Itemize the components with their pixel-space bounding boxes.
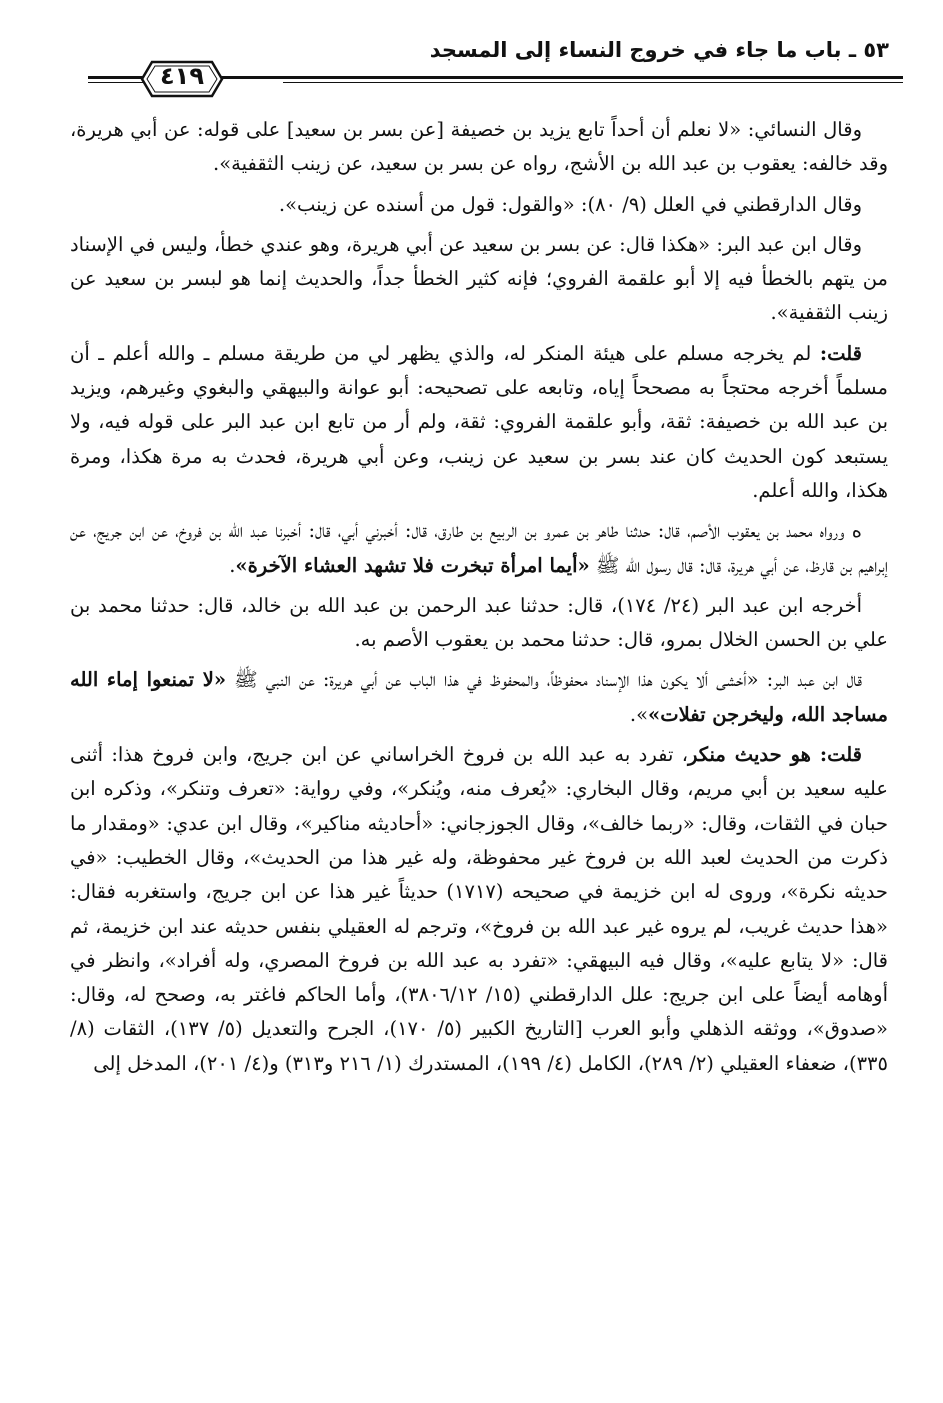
paragraph [70, 589, 888, 658]
paragraph [70, 113, 888, 182]
text-span: ، تفرد به عبد الله بن فروخ الخراساني عن ابن جريج، وابن فروخ هذا: أثنى عليه سعيد بن أبي مريم، وقال البخاري: «يُعرف منه، ويُنكر»، وفي رواية: «تعرف وتنكر»، وذكره ابن حبان في الثقات، وقال: «ربما خالف»، وقال الجوزجاني: «أحاديثه مناكير»، وقال ابن عدي: «ومقدار ما ذكرت من الحديث لعبد الله بن فروخ غير محفوظة، وله غير هذا من الحديث»، وقال الخطيب: «في حديثه نكرة»، وروى له ابن خزيمة في صحيحه (١٧١٧) حديثاً غير هذا عن ابن جريج، واستغربه فقال: «هذا حديث غريب، لم يروه غير عبد الله بن فروخ»، وترجم له العقيلي بنفس حديثه عند ابن خزيمة، ثم قال: «لا يتابع عليه»، وقال فيه البيهقي: «تفرد به عبد الله بن فروخ المصري، وله أفراد»، وانظر في أوهامه أيضاً على ابن جريج: علل الدارقطني (١٥/ ٣٨٠٦/١٢)، وأما الحاكم فاغتر به، وصحح له، وقال: «صدوق»، ووثقه الذهلي وأبو العرب [التاريخ الكبير (٥/ ١٧٠)، الجرح والتعديل (٥/ ١٣٧)، الثقات (٨/ ٣٣٥)، ضعفاء العقيلي (٢/ ٢٨٩)، الكامل (٤/ ١٩٩)، المستدرك (١/ ٢١٦ و٣١٣) و(٤/ ٢٠١)، المدخل إلى [70, 743, 889, 1075]
paragraph [70, 228, 888, 331]
text-span: وقال النسائي: «لا نعلم أن أحداً تابع يزيد بن خصيفة [عن بسر بن سعيد] على قوله: عن أبي هريرة، وقد خالفه: يعقوب بن عبد الله بن الأشج، رواه عن بسر بن سعيد، عن زينب الثقفية». [70, 118, 888, 176]
header-rule-thin-right [283, 82, 903, 83]
bold-label: قلت: [819, 341, 862, 365]
text-span: قال ابن عبد البر: «أخشى ألا يكون هذا الإسناد محفوظاً، والمحفوظ في هذا الباب عن أبي هريرة: عن النبي ﷺ [226, 668, 862, 692]
text-span: ». [629, 702, 649, 726]
text-span: لم يخرجه مسلم على هيئة المنكر له، والذي يظهر لي من طريقة مسلم ـ والله أعلم ـ أن مسلماً أخرجه محتجاً به مصححاً إياه، وتابعه على تصحيحه: أبو عوانة والبيهقي والبغوي وغيرهم، ويزيد بن عبد الله بن خصيفة: ثقة، وأبو علقمة الفروي: ثقة، ولم أر من تابع ابن عبد البر على قوله فيه، ولا يستبعد كون الحديث كان عند بسر بن سعيد عن زينب، وعن أبي هريرة، فحدث به مرة هكذا، ومرة هكذا، والله أعلم. [70, 341, 888, 502]
paragraph [70, 188, 888, 222]
page-body [70, 113, 888, 1087]
paragraph [70, 337, 888, 508]
page-number-badge [128, 56, 236, 102]
chapter-title: ٥٣ ـ باب ما جاء في خروج النساء إلى المسجد [429, 38, 889, 62]
bold-label: قلت: هو حديث منكر [688, 743, 862, 767]
text-span: . [229, 553, 236, 577]
hadith-text: «لا تمنعوا إماء الله مساجد الله، وليخرجن تفلات» [70, 668, 888, 726]
text-span: ﻩ ورواه محمد بن يعقوب الأصم، قال: حدثنا طاهر بن عمرو بن الربيع بن طارق، قال: أخبرني أبي، قال: أخبرنا عبد الله بن فروخ، عن ابن جريج، عن إبراهيم بن قارظ، عن أبي هريرة، قال: قال رسول الله ﷺ [70, 519, 888, 577]
paragraph [70, 738, 888, 1081]
page-number: ٤١٩ [160, 62, 204, 90]
hadith-text: «أيما امرأة تبخرت فلا تشهد العشاء الآخرة» [235, 553, 590, 577]
text-span: وقال ابن عبد البر: «هكذا قال: عن بسر بن سعيد عن أبي هريرة، وهو عندي خطأ، وليس في الإسناد من يتهم بالخطأ فيه إلا أبو علقمة الفروي؛ فإنه كثير الخطأ جداً، والحديث إنما هو لبسر بن سعيد عن زينب الثقفية». [70, 232, 888, 325]
text-span: أخرجه ابن عبد البر (٢٤/ ١٧٤)، قال: حدثنا عبد الرحمن بن عبد الله بن خالد، قال: حدثنا محمد بن علي بن الحسن الخلال بمرو، قال: حدثنا محمد بن يعقوب الأصم به. [70, 593, 888, 652]
paragraph [70, 663, 888, 732]
text-span: وقال الدارقطني في العلل (٩/ ٨٠): «والقول: قول من أسنده عن زينب». [278, 192, 862, 216]
paragraph [70, 514, 888, 583]
page-header [88, 22, 889, 92]
